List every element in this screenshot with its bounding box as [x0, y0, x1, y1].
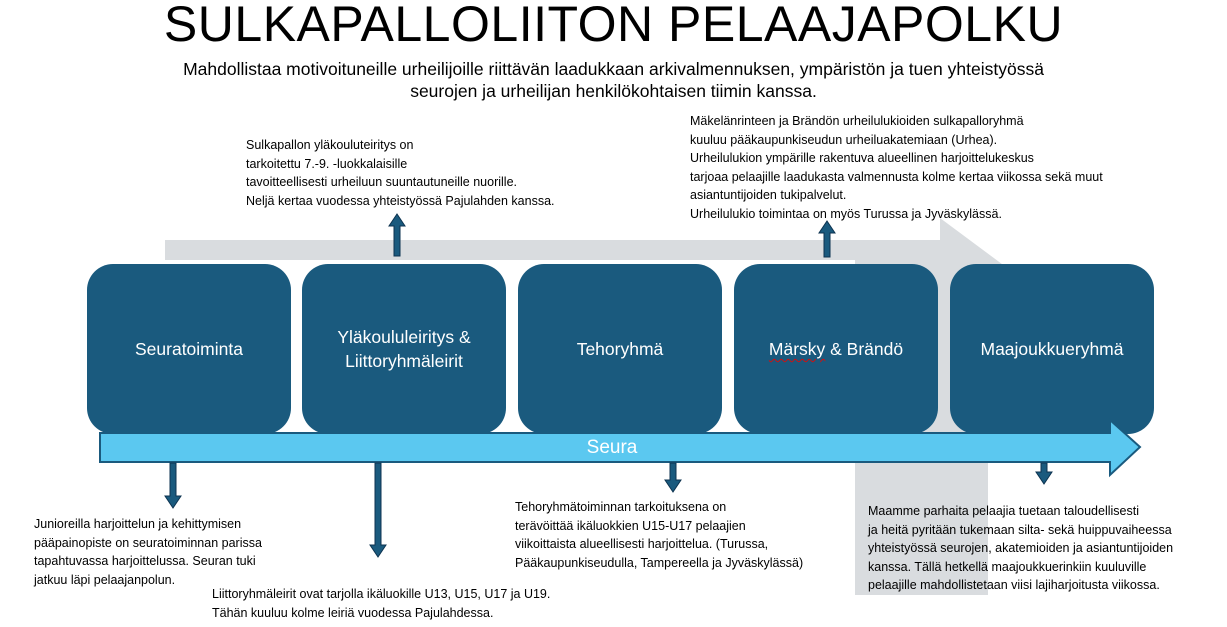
note-ylakoululeiritys: Sulkapallon yläkouluteiritys on tarkoitettu 7.-9. -luokkalaisille tavoitteellisesti urheiluun suuntautuneille nuorille. Neljä kertaa vuodessa yhteistyössä Pajulahden kanssa.: [246, 138, 555, 208]
spellcheck-word: Märsky: [768, 339, 826, 359]
note-maajoukkue: Maamme parhaita pelaajia tuetaan taloudellisesti ja heitä pyritään tukemaan silta- sekä huippuvaiheessa yhteistyössä seurojen, akatemioiden ja asiantuntijoiden kanssa. Tällä hetkellä maajoukkuerinkiin kuuluville pelaajille mahdollistetaan viisi lajiharjoitusta viikossa.: [868, 504, 1174, 592]
note-tehoryhma: Tehoryhmätoiminnan tarkoituksena on terävöittää ikäluokkien U15-U17 pelaajien viikoittaista alueellisesti harjoittelua. (Turussa, Pääkaupunkiseudulla, Tampereella ja Jyväskylässä): [515, 500, 804, 570]
note-liittoryhmaleirit: Liittoryhmäleirit ovat tarjolla ikäluokille U13, U15, U17 ja U19. Tähän kuuluu kolme leiriä vuodessa Pajulahdessa.: [212, 587, 551, 620]
down-arrow-icon: [165, 463, 181, 508]
down-arrow-icon: [1036, 463, 1052, 484]
stage-label: Tehoryhmä: [576, 339, 664, 359]
stage-label: Yläkoululeiritys & Liittoryhmäleirit: [337, 327, 471, 371]
down-arrow-icon: [665, 463, 681, 492]
stage-label-rest: & Brändö: [825, 339, 904, 359]
up-arrow-icon: [819, 221, 835, 257]
page-title: SULKAPALLOLIITON PELAAJAPOLKU: [163, 0, 1064, 52]
up-arrow-icon: [389, 214, 405, 256]
note-markelanrinne-brando: Mäkelänrinteen ja Brändön urheilulukioiden sulkapalloryhmä kuuluu pääkaupunkiseudun urheiluakatemiaan (Urhea). Urheilulukion ympärille rakentuva alueellinen harjoittelukeskus tarjoaa pelaajille laadukasta valmennusta kolme kertaa viikossa sekä muut asiantuntijoiden tukipalvelut. Urheilulukio toimintaa on myös Turussa ja Jyväskylässä.: [690, 114, 1103, 221]
stage-label: Seuratoiminta: [135, 339, 243, 359]
stage-label: Maajoukkueryhmä: [980, 339, 1124, 359]
page-subtitle: Mahdollistaa motivoituneille urheilijoille riittävän laadukkaan arkivalmennuksen, ympäristön ja tuen yhteistyössä seurojen ja urheilijan henkilökohtaisen tiimin kanssa.: [183, 59, 1044, 101]
seura-label: Seura: [586, 437, 638, 458]
down-arrow-icon: [370, 463, 386, 557]
note-junior: Junioreilla harjoittelun ja kehittymisen pääpainopiste on seuratoiminnan parissa tapahtuvassa harjoittelussa. Seuran tuki jatkuu läpi pelaajanpolun.: [34, 517, 262, 587]
